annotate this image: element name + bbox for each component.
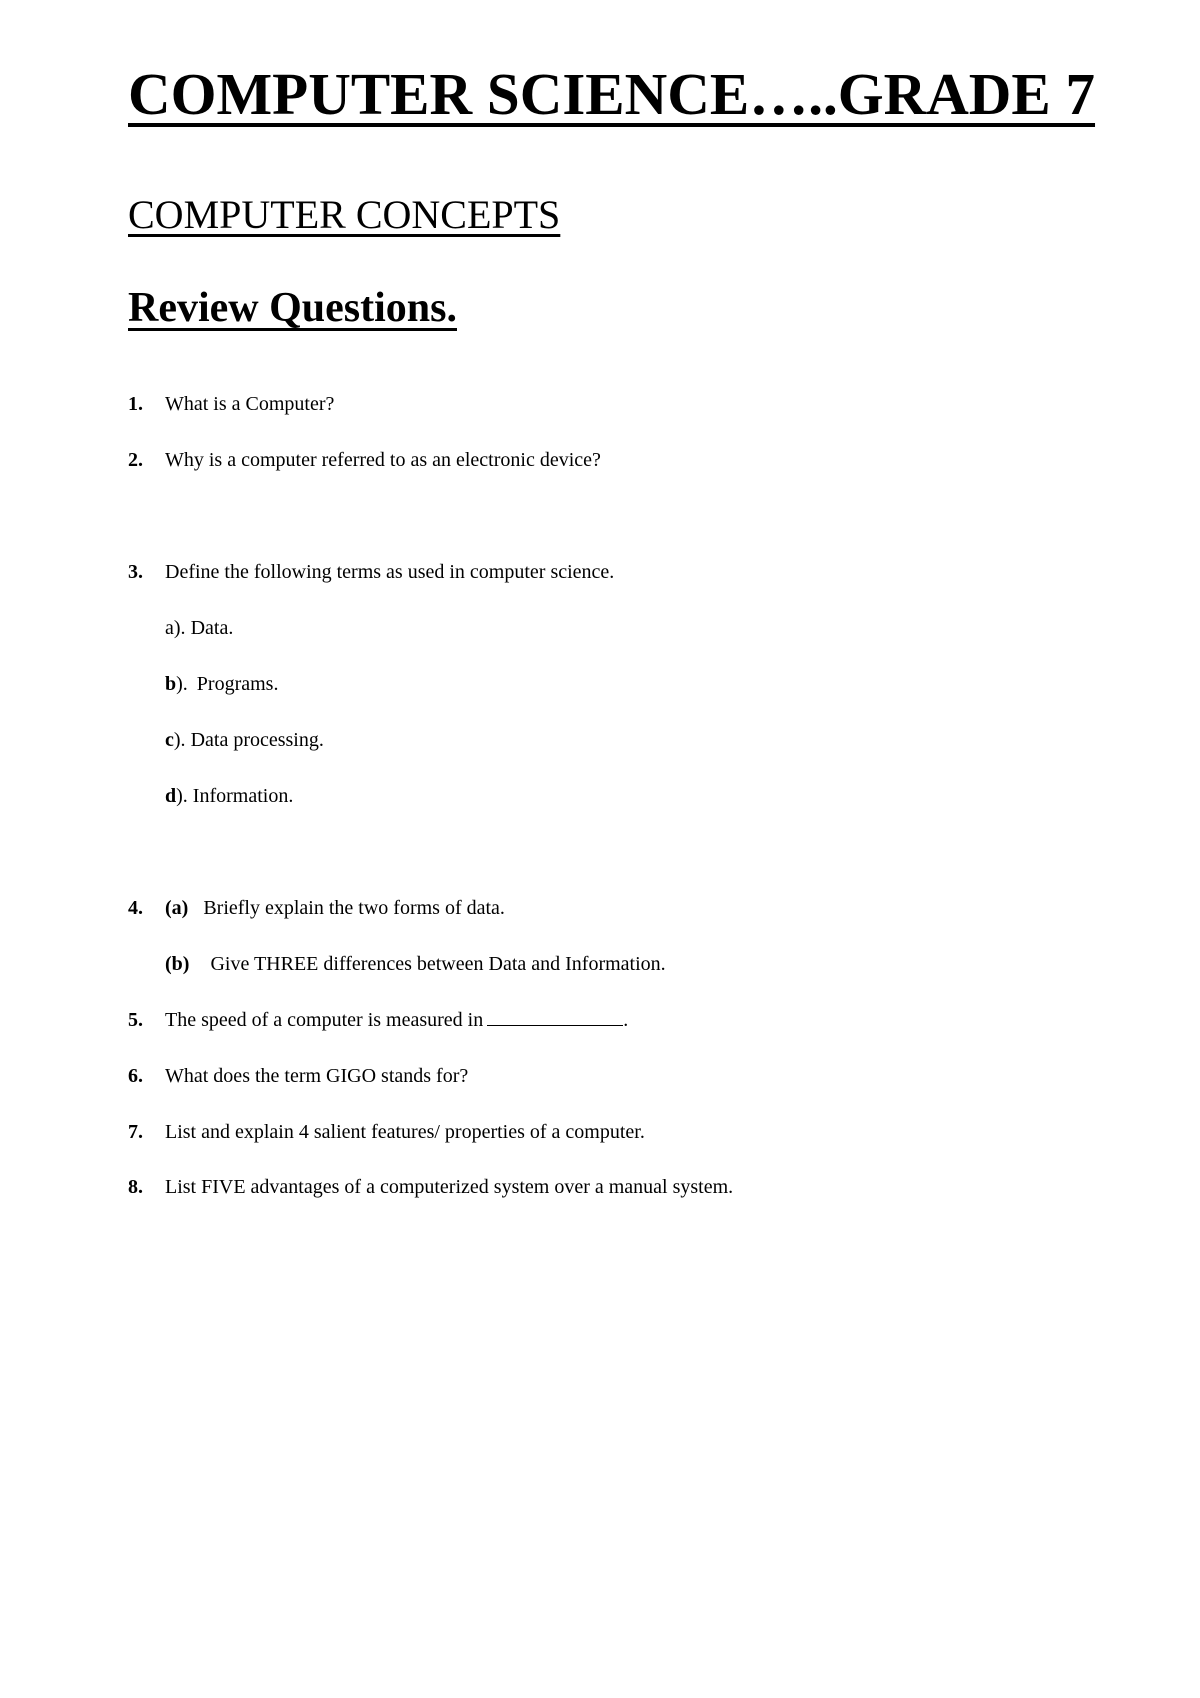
question-part — [165, 896, 505, 920]
part-letter: b — [165, 673, 177, 695]
part-letter: (b) — [165, 953, 190, 975]
part-suffix: ). — [173, 617, 186, 639]
question-number: 8. — [128, 1176, 143, 1198]
part-suffix: ). — [176, 785, 188, 807]
part-text: Give THREE differences between Data and Information. — [210, 953, 666, 975]
question-number: 3. — [128, 561, 143, 583]
part-suffix: ). — [176, 673, 188, 695]
part-text: Data processing. — [190, 729, 324, 751]
part-letter: a — [165, 617, 174, 639]
question-text: What is a Computer? — [165, 393, 335, 415]
question-part — [165, 672, 278, 696]
question-number: 6. — [128, 1065, 143, 1087]
question-body — [165, 1008, 628, 1032]
section-heading: Review Questions. — [128, 285, 457, 331]
question-part — [165, 616, 233, 640]
part-letter: d — [165, 785, 177, 807]
part-text: Information. — [192, 785, 294, 807]
part-text: Programs. — [196, 673, 279, 695]
question-text: List and explain 4 salient features/ properties of a computer. — [165, 1121, 645, 1143]
part-letter: c — [165, 729, 174, 751]
question-number: 4. — [128, 897, 143, 919]
part-suffix: ). — [173, 729, 186, 751]
question-text: The speed of a computer is measured in — [165, 1009, 484, 1031]
question-part — [165, 784, 293, 808]
question-text: Define the following terms as used in computer science. — [165, 561, 615, 583]
question-part — [165, 952, 666, 976]
question-end-punctuation: . — [623, 1009, 629, 1031]
question-text: Why is a computer referred to as an electronic device? — [165, 449, 601, 471]
answer-blank[interactable] — [487, 1011, 623, 1026]
part-text: Briefly explain the two forms of data. — [203, 897, 505, 919]
part-text: Data. — [190, 617, 234, 639]
question-part — [165, 728, 324, 752]
question-number: 1. — [128, 393, 143, 415]
topic-heading: COMPUTER CONCEPTS — [128, 192, 561, 237]
question-number: 5. — [128, 1009, 143, 1031]
part-letter: (a) — [165, 897, 189, 919]
question-number: 7. — [128, 1121, 143, 1143]
page-title: COMPUTER SCIENCE…..GRADE 7 — [128, 61, 1096, 127]
question-text: List FIVE advantages of a computerized system over a manual system. — [165, 1176, 734, 1198]
question-text: What does the term GIGO stands for? — [165, 1065, 469, 1087]
question-number: 2. — [128, 449, 143, 471]
